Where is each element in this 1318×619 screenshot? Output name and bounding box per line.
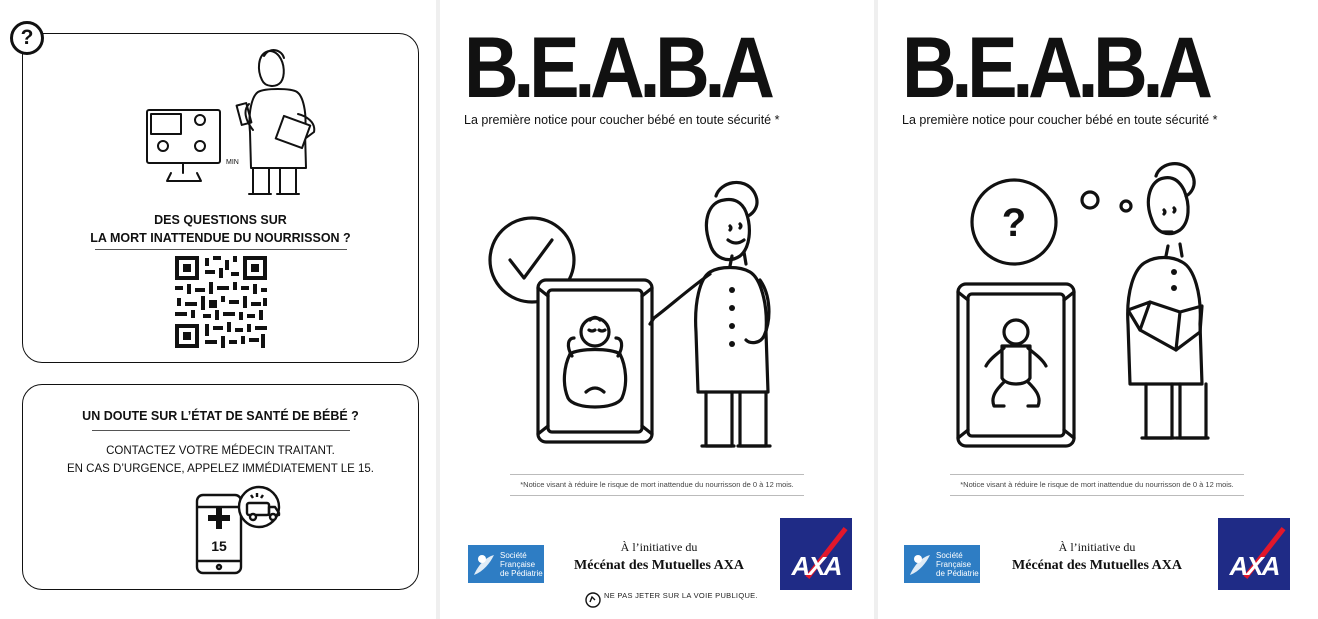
help-icon: ? xyxy=(10,21,44,55)
parent-reading-manual-illustration xyxy=(878,160,1318,480)
qr-code[interactable] xyxy=(175,256,267,348)
questions-card xyxy=(22,33,419,363)
initiative-line-2: Mécénat des Mutuelles AXA xyxy=(574,558,744,573)
divider xyxy=(92,430,350,431)
sfp-hands-icon xyxy=(468,545,498,583)
initiative-line-1: À l’initiative du xyxy=(620,540,698,554)
monitor-label: MIN xyxy=(226,159,239,166)
health-title: UN DOUTE SUR L’ÉTAT DE SANTÉ DE BÉBÉ ? xyxy=(82,409,359,423)
initiative-block xyxy=(544,540,774,574)
sfp-logo: Société Française de Pédiatrie xyxy=(468,545,544,583)
poster-question xyxy=(878,0,1318,619)
poster-title: B.E.A.B.A xyxy=(902,20,1208,116)
poster-title: B.E.A.B.A xyxy=(464,20,770,116)
poster-subtitle: La première notice pour coucher bébé en toute sécurité * xyxy=(464,113,780,127)
recycle-icon xyxy=(585,592,601,608)
doctor-with-monitor-illustration xyxy=(23,34,420,204)
sfp-logo: Société Française de Pédiatrie xyxy=(904,545,980,583)
initiative-line-2: Mécénat des Mutuelles AXA xyxy=(1012,558,1182,573)
parent-with-baby-crib-illustration xyxy=(440,160,874,480)
poster-subtitle: La première notice pour coucher bébé en toute sécurité * xyxy=(902,113,1218,127)
sfp-hands-icon xyxy=(904,545,934,583)
health-line-2: EN CAS D’URGENCE, APPELEZ IMMÉDIATEMENT LE 15. xyxy=(67,463,374,475)
poster-footnote: *Notice visant à réduire le risque de mort inattendue du nourrisson de 0 à 12 mois. xyxy=(950,474,1244,496)
initiative-block xyxy=(982,540,1212,574)
divider xyxy=(95,249,347,250)
health-line-1: CONTACTEZ VOTRE MÉDECIN TRAITANT. xyxy=(106,445,335,457)
initiative-line-1: À l’initiative du xyxy=(1058,540,1136,554)
left-info-panel xyxy=(0,0,436,619)
axa-logo: AXA xyxy=(780,518,852,590)
questions-title-1: DES QUESTIONS SUR xyxy=(154,213,287,227)
questions-title-2: LA MORT INATTENDUE DU NOURRISSON ? xyxy=(90,231,351,245)
phone-number: 15 xyxy=(211,538,227,554)
poster-footnote: *Notice visant à réduire le risque de mort inattendue du nourrisson de 0 à 12 mois. xyxy=(510,474,804,496)
phone-emergency-icon xyxy=(191,485,311,581)
question-mark: ? xyxy=(1001,201,1027,245)
bottom-note: NE PAS JETER SUR LA VOIE PUBLIQUE. xyxy=(604,591,758,600)
health-card xyxy=(22,384,419,590)
poster-check xyxy=(440,0,874,619)
axa-logo: AXA xyxy=(1218,518,1290,590)
